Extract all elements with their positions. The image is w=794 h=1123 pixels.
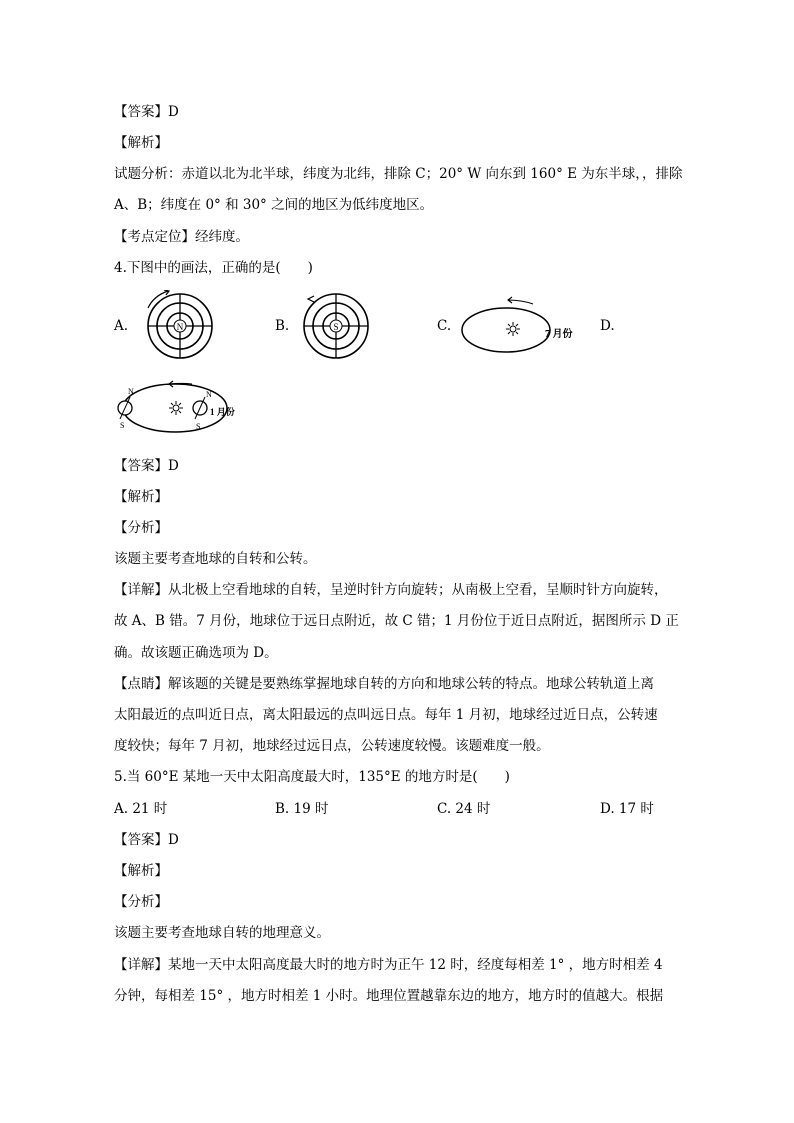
figure-d-right-s-label: S xyxy=(196,422,201,431)
q5-stem: 5.当 60°E 某地一天中太阳高度最大时，135°E 的地方时是( ) xyxy=(114,769,510,785)
q4-option-c-label: C. xyxy=(437,318,452,334)
q4-fenxi-heading: 【分析】 xyxy=(114,520,168,536)
figure-a-pole-label: N xyxy=(176,322,184,332)
q5-option-c: C. 24 时 xyxy=(437,801,491,817)
q5-option-d: D. 17 时 xyxy=(600,801,654,817)
figure-c-sun-icon xyxy=(506,322,520,336)
q4-option-a-label: A. xyxy=(114,318,129,334)
figure-b-pole-label: S xyxy=(333,322,339,332)
figure-d-left-earth xyxy=(118,387,134,430)
q5-answer: 【答案】D xyxy=(114,832,179,848)
q4-dianjing-line-3: 度较快；每年 7 月初，地球经过远日点，公转速度较慢。该题难度一般。 xyxy=(114,738,550,754)
q4-option-d-label: D. xyxy=(600,318,615,334)
q3-kaodian: 【考点定位】经纬度。 xyxy=(114,229,249,245)
figure-d-month-label: 1 月份 xyxy=(210,407,235,417)
figure-b-south-pole-diagram xyxy=(300,290,376,366)
q5-analysis-heading: 【解析】 xyxy=(114,863,168,879)
q5-detail-line-2: 分钟，每相差 15° ，地方时相差 1 小时。地理位置越靠东边的地方，地方时的值越大。根据 xyxy=(114,988,664,1004)
figure-d-right-n-label: N xyxy=(206,390,212,399)
q3-answer: 【答案】D xyxy=(114,104,179,120)
q5-fenxi-heading: 【分析】 xyxy=(114,894,168,910)
q4-fenxi-text: 该题主要考查地球的自转和公转。 xyxy=(114,551,317,567)
figure-b-arrow-icon xyxy=(308,296,314,302)
q3-analysis-line-2: A、B；纬度在 0° 和 30° 之间的地区为低纬度地区。 xyxy=(114,197,434,213)
q4-dianjing-line-1: 【点睛】解该题的关键是要熟练掌握地球自转的方向和地球公转的特点。地球公转轨道上离 xyxy=(114,676,654,692)
q3-analysis-heading: 【解析】 xyxy=(114,135,168,151)
figure-d-left-s-label: S xyxy=(120,421,125,430)
figure-d-left-n-label: N xyxy=(128,387,134,396)
q4-detail-line-1: 【详解】从北极上空看地球的自转，呈逆时针方向旋转；从南极上空看，呈顺时针方向旋转， xyxy=(114,582,668,598)
q5-option-a: A. 21 时 xyxy=(114,801,168,817)
q4-stem: 4.下图中的画法，正确的是( ) xyxy=(114,260,313,276)
q4-analysis-heading: 【解析】 xyxy=(114,489,168,505)
q3-analysis-line-1: 试题分析：赤道以北为北半球，纬度为北纬，排除 C；20° W 向东到 160° E 为东半球，，排除 xyxy=(114,166,683,182)
q5-fenxi-text: 该题主要考查地球自转的地理意义。 xyxy=(114,925,330,941)
q5-option-b: B. 19 时 xyxy=(275,801,329,817)
figure-d-sun-icon xyxy=(169,401,183,415)
q4-detail-line-3: 确。故该题正确选项为 D。 xyxy=(114,645,278,661)
figure-a-north-pole-diagram xyxy=(140,290,216,362)
q4-dianjing-line-2: 太阳最近的点叫近日点，离太阳最远的点叫远日点。每年 1 月初，地球经过近日点，公转速 xyxy=(114,707,658,723)
figure-d-orbit-diagram xyxy=(110,374,250,438)
q4-detail-line-2: 故 A、B 错。7 月份，地球位于远日点附近，故 C 错；1 月份位于近日点附近，据图所示 D 正 xyxy=(114,613,679,629)
figure-c-month-label: 7 月份 xyxy=(545,329,573,340)
q5-detail-line-1: 【详解】某地一天中太阳高度最大时的地方时为正午 12 时，经度每相差 1° ，地方时相差 4 xyxy=(114,957,663,973)
q4-answer: 【答案】D xyxy=(114,458,179,474)
q4-option-b-label: B. xyxy=(275,318,290,334)
figure-c-orbit-diagram xyxy=(455,290,585,362)
